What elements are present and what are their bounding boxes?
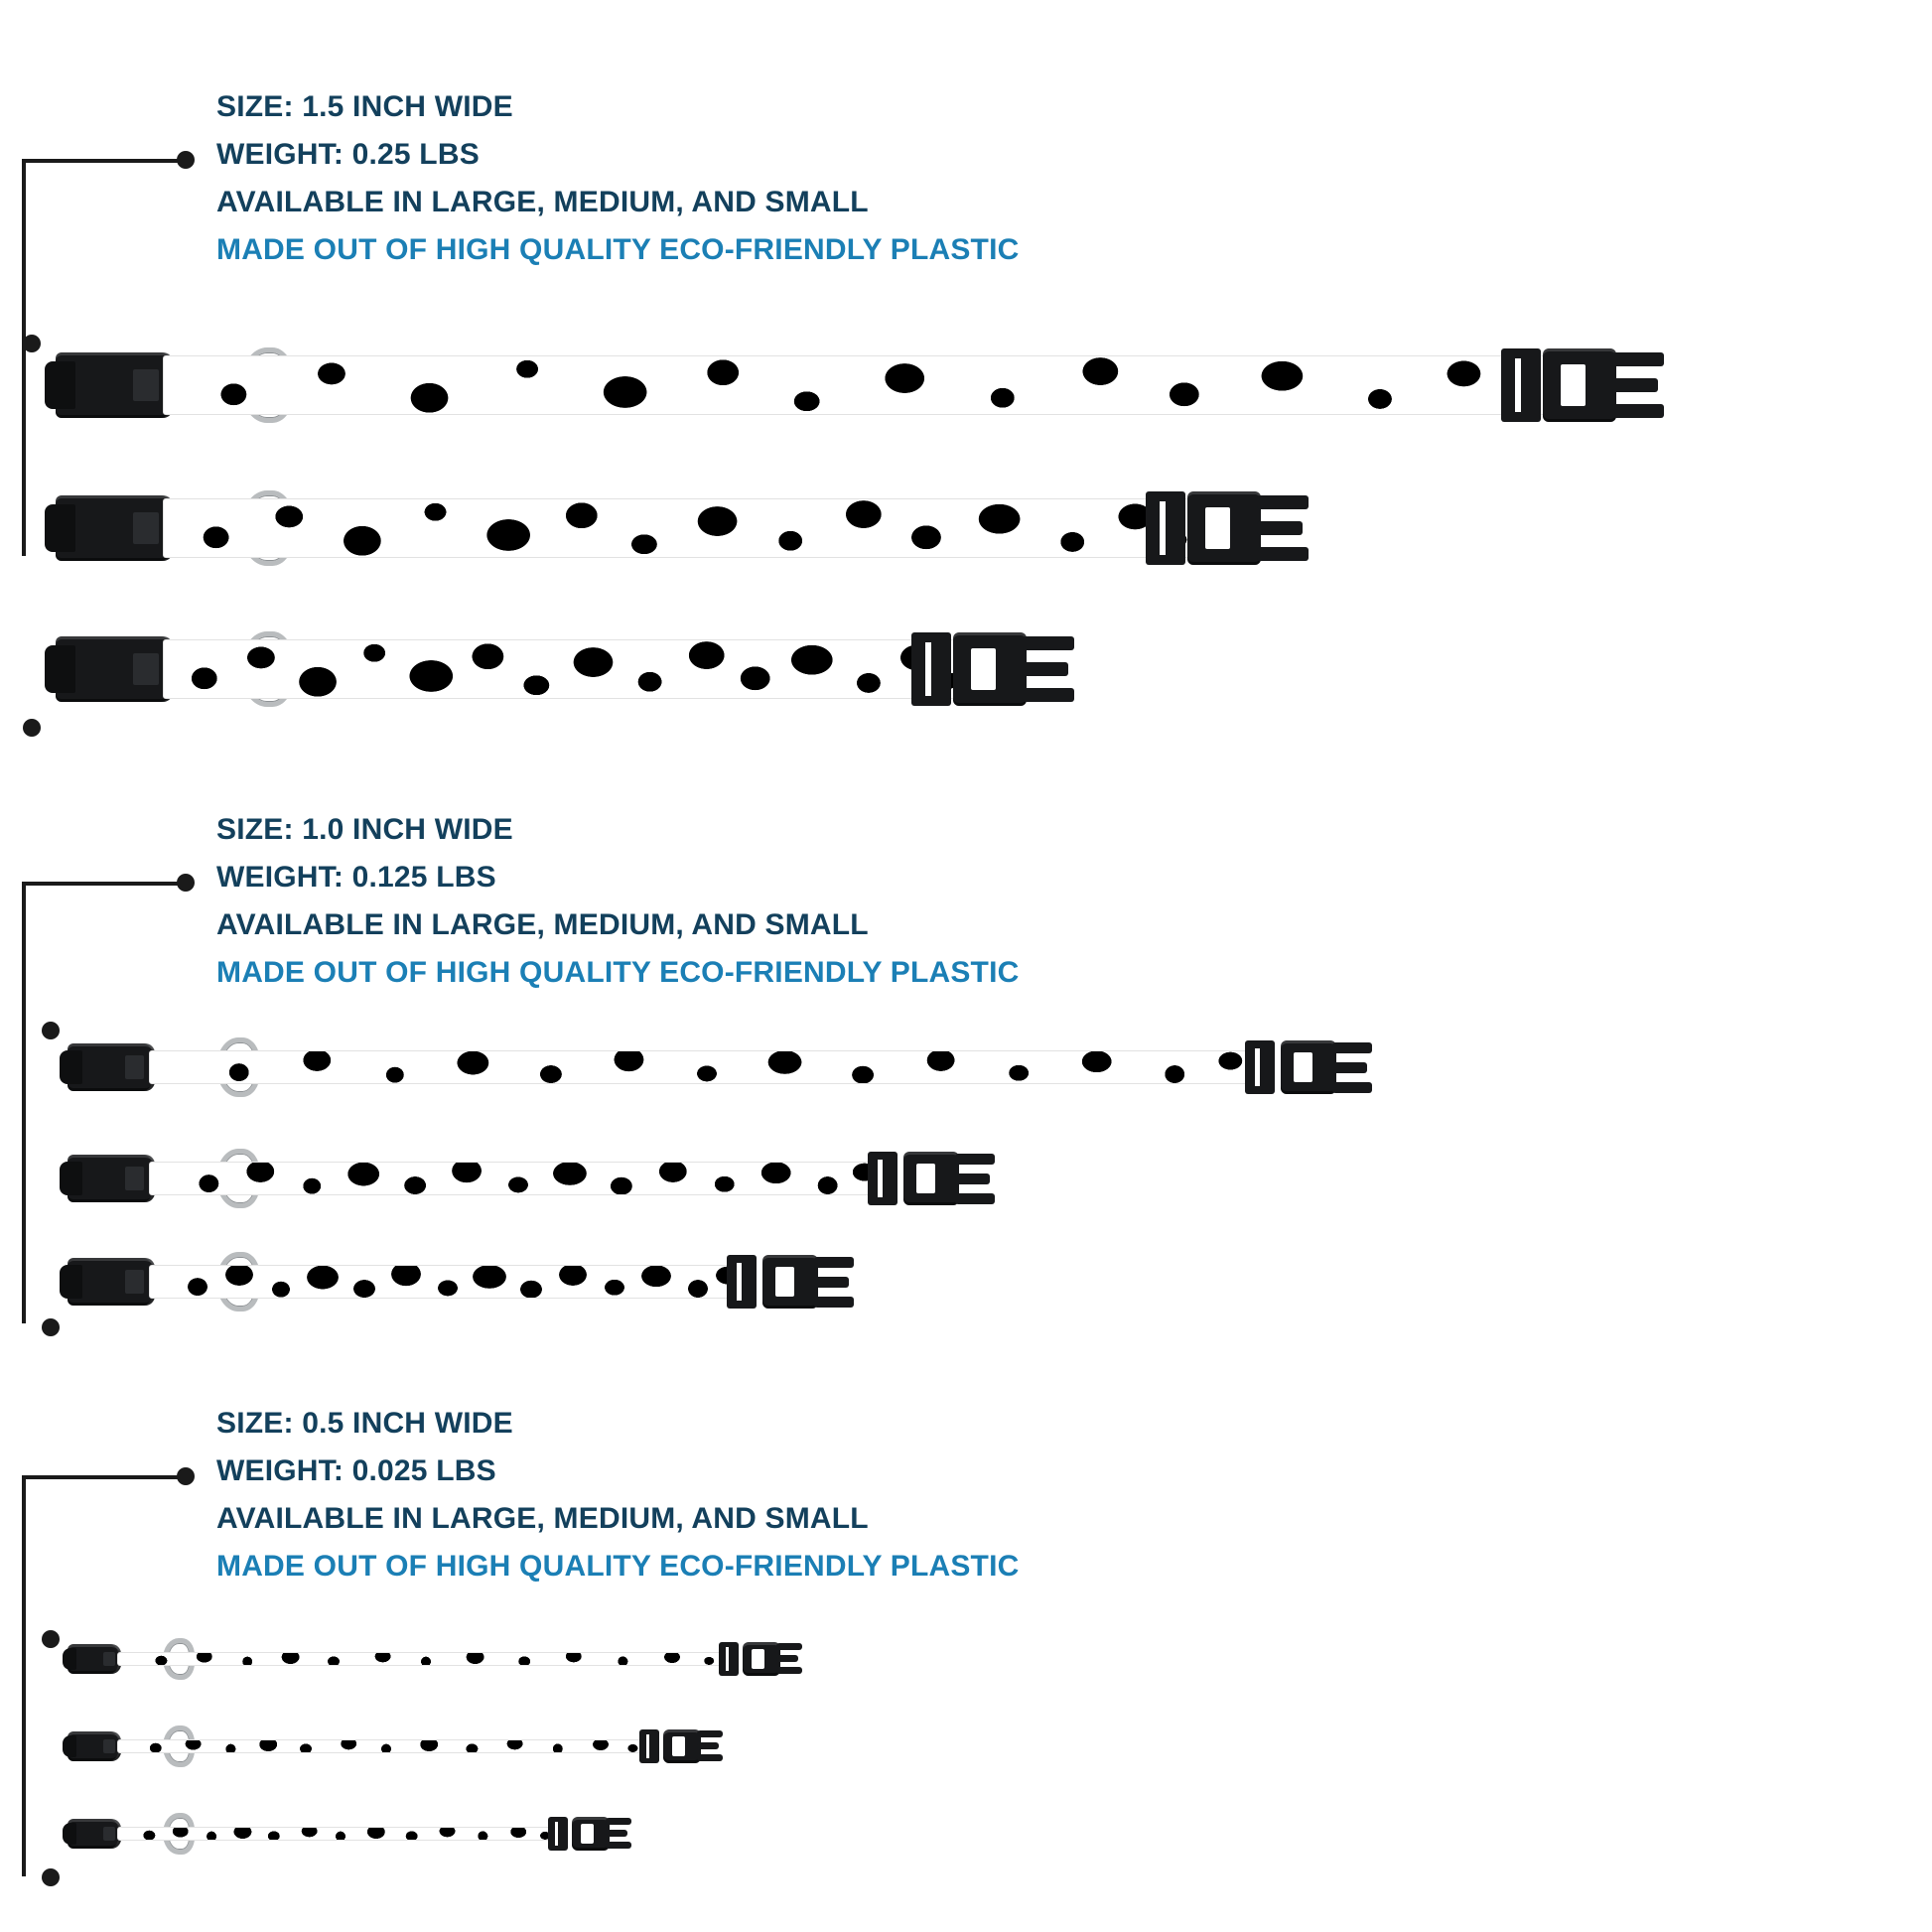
collar-strap bbox=[117, 1827, 564, 1841]
leader-dot-callout-3 bbox=[177, 1467, 195, 1485]
slider-icon bbox=[868, 1152, 897, 1205]
buckle-left-icon bbox=[68, 1644, 121, 1674]
spec-size-label: SIZE: 1.5 INCH WIDE bbox=[216, 90, 513, 123]
buckle-prongs-icon bbox=[814, 1256, 856, 1308]
buckle-prongs-icon bbox=[955, 1153, 997, 1204]
slider-icon bbox=[548, 1817, 568, 1851]
spec-material-label: MADE OUT OF HIGH QUALITY ECO-FRIENDLY PLASTIC bbox=[216, 233, 1020, 266]
spec-weight-label: WEIGHT: 0.025 LBS bbox=[216, 1454, 496, 1487]
large-collar-1-0-inch bbox=[68, 1038, 1398, 1096]
buckle-right-icon bbox=[953, 632, 1027, 706]
spec-weight-label: WEIGHT: 0.125 LBS bbox=[216, 861, 496, 894]
buckle-prongs-icon bbox=[1257, 493, 1311, 563]
leader-dot-bottom-1 bbox=[23, 719, 41, 737]
buckle-right-icon bbox=[903, 1152, 959, 1205]
buckle-right-icon bbox=[762, 1255, 818, 1309]
spec-block-1-0-inch bbox=[216, 806, 1019, 997]
buckle-right-icon bbox=[743, 1642, 780, 1676]
buckle-prongs-icon bbox=[606, 1817, 633, 1851]
medium-collar-1-0-inch bbox=[68, 1150, 1021, 1207]
spec-availability-label: AVAILABLE IN LARGE, MEDIUM, AND SMALL bbox=[216, 1502, 869, 1535]
spec-block-0-5-inch bbox=[216, 1400, 1019, 1590]
buckle-right-icon bbox=[1187, 491, 1261, 565]
slider-icon bbox=[719, 1642, 739, 1676]
collar-strap bbox=[149, 1162, 888, 1195]
spec-size-label: SIZE: 0.5 INCH WIDE bbox=[216, 1407, 513, 1440]
buckle-left-icon bbox=[68, 1731, 121, 1761]
spec-block-1-5-inch bbox=[216, 83, 1019, 274]
small-collar-0-5-inch bbox=[68, 1813, 633, 1855]
buckle-right-icon bbox=[572, 1817, 610, 1851]
buckle-prongs-icon bbox=[1023, 634, 1076, 704]
slider-icon bbox=[727, 1255, 757, 1309]
buckle-right-icon bbox=[1543, 348, 1616, 422]
leader-dot-top-3 bbox=[42, 1630, 60, 1648]
buckle-right-icon bbox=[1281, 1040, 1336, 1094]
slider-icon bbox=[911, 632, 951, 706]
buckle-left-icon bbox=[68, 1043, 155, 1091]
spec-availability-label: AVAILABLE IN LARGE, MEDIUM, AND SMALL bbox=[216, 908, 869, 941]
leader-dot-top-2 bbox=[42, 1022, 60, 1039]
spec-material-label: MADE OUT OF HIGH QUALITY ECO-FRIENDLY PLASTIC bbox=[216, 1550, 1020, 1583]
buckle-prongs-icon bbox=[1612, 350, 1666, 420]
collar-strap bbox=[163, 355, 1563, 415]
buckle-left-icon bbox=[56, 636, 173, 702]
spec-availability-label: AVAILABLE IN LARGE, MEDIUM, AND SMALL bbox=[216, 186, 869, 218]
small-collar-1-5-inch bbox=[56, 633, 1088, 705]
leader-dot-bottom-2 bbox=[42, 1318, 60, 1336]
buckle-left-icon bbox=[68, 1819, 121, 1849]
leader-dot-top-1 bbox=[23, 335, 41, 352]
large-collar-1-5-inch bbox=[56, 349, 1664, 421]
slider-icon bbox=[1245, 1040, 1275, 1094]
leader-dot-bottom-3 bbox=[42, 1868, 60, 1886]
buckle-left-icon bbox=[56, 495, 173, 561]
spec-size-label: SIZE: 1.0 INCH WIDE bbox=[216, 813, 513, 846]
buckle-left-icon bbox=[56, 352, 173, 418]
slider-icon bbox=[1146, 491, 1185, 565]
collar-strap bbox=[117, 1739, 655, 1753]
small-collar-1-0-inch bbox=[68, 1253, 882, 1311]
collar-strap bbox=[149, 1050, 1265, 1084]
leader-dot-callout-2 bbox=[177, 874, 195, 892]
spec-material-label: MADE OUT OF HIGH QUALITY ECO-FRIENDLY PLASTIC bbox=[216, 956, 1020, 989]
buckle-prongs-icon bbox=[697, 1729, 725, 1763]
medium-collar-1-5-inch bbox=[56, 492, 1287, 564]
slider-icon bbox=[639, 1729, 659, 1763]
spec-weight-label: WEIGHT: 0.25 LBS bbox=[216, 138, 480, 171]
collar-strap bbox=[163, 498, 1209, 558]
slider-icon bbox=[1501, 348, 1541, 422]
collar-strap bbox=[117, 1652, 735, 1666]
large-collar-0-5-inch bbox=[68, 1638, 802, 1680]
buckle-left-icon bbox=[68, 1155, 155, 1202]
buckle-prongs-icon bbox=[776, 1642, 804, 1676]
collar-strap bbox=[149, 1265, 747, 1299]
buckle-prongs-icon bbox=[1332, 1041, 1374, 1093]
collar-strap bbox=[163, 639, 975, 699]
medium-collar-0-5-inch bbox=[68, 1725, 723, 1767]
leader-dot-callout-1 bbox=[177, 151, 195, 169]
buckle-left-icon bbox=[68, 1258, 155, 1306]
buckle-right-icon bbox=[663, 1729, 701, 1763]
